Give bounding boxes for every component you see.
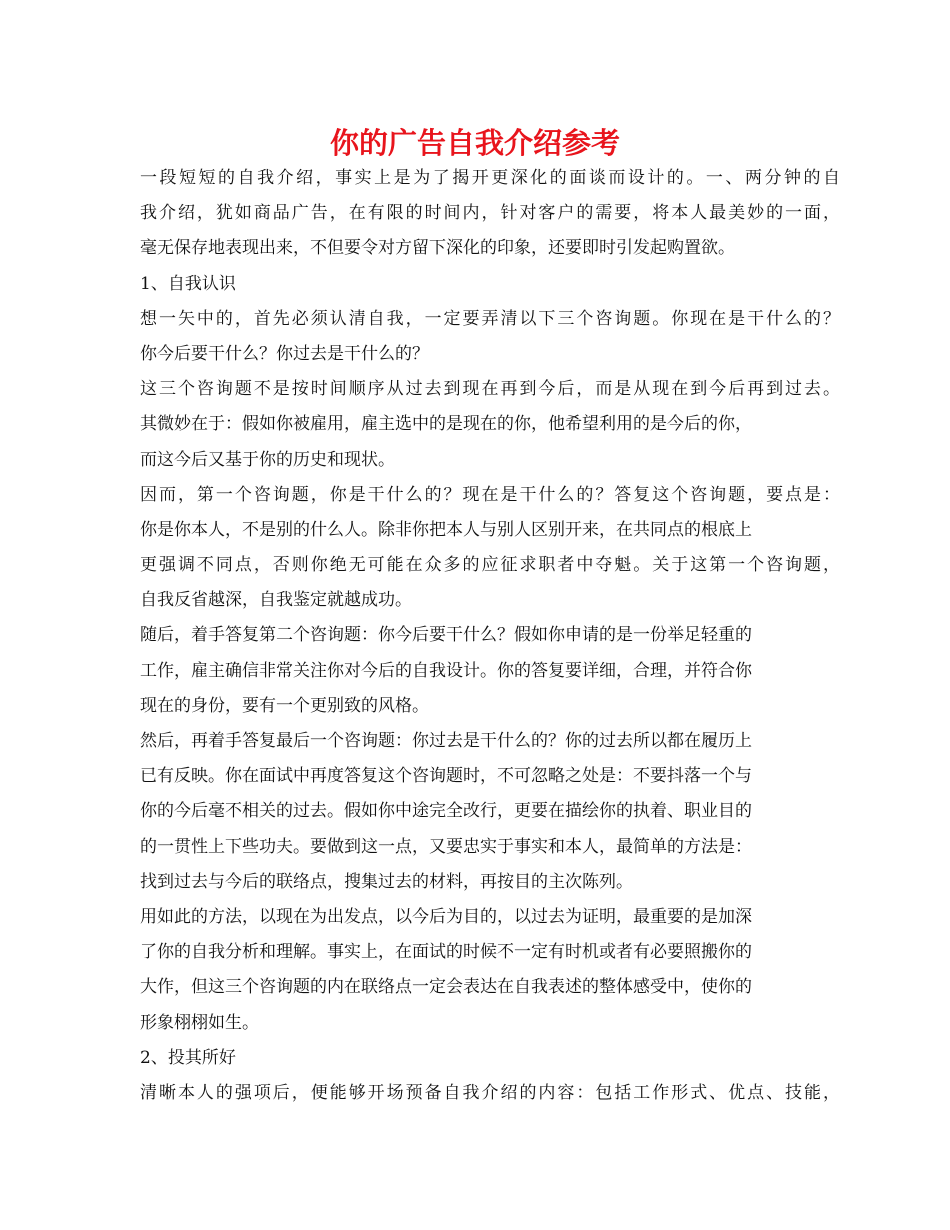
text-line: 而这今后又基于你的历史和现状。	[140, 449, 395, 470]
text-line: 形象栩栩如生。	[140, 1012, 259, 1033]
document-title: 你的广告自我介绍参考	[329, 126, 620, 160]
text-line: 用如此的方法，以现在为出发点，以今后为目的，以过去为证明，最重要的是加深	[140, 906, 752, 927]
text-line: 已有反映。你在面试中再度答复这个咨询题时，不可忽略之处是：不要抖落一个与	[140, 766, 752, 787]
text-line: 了你的自我分析和理解。事实上，在面试的时候不一定有时机或者有必要照搬你的	[140, 942, 752, 963]
text-line: 随后，着手答复第二个咨询题：你今后要干什么？假如你申请的是一份举足轻重的	[140, 625, 752, 646]
text-line: 找到过去与今后的联络点，搜集过去的材料，再按目的主次陈列。	[140, 871, 633, 892]
text-line: 因而，第一个咨询题，你是干什么的？现在是干什么的？答复这个咨询题，要点是：	[140, 484, 840, 505]
document-body	[140, 161, 840, 1111]
text-line: 工作，雇主确信非常关注你对今后的自我设计。你的答复要详细，合理，并符合你	[140, 660, 752, 681]
text-line: 这三个咨询题不是按时间顺序从过去到现在再到今后，而是从现在到今后再到过去。	[140, 379, 840, 400]
text-line: 你今后要干什么？你过去是干什么的？	[140, 343, 429, 364]
text-line: 1、自我认识	[140, 273, 236, 294]
text-line: 的一贯性上下些功夫。要做到这一点，又要忠实于事实和本人，最简单的方法是：	[140, 836, 752, 857]
text-line: 毫无保存地表现出来，不但要令对方留下深化的印象，还要即时引发起购置欲。	[140, 238, 735, 259]
text-line: 你是你本人，不是别的什么人。除非你把本人与别人区别开来，在共同点的根底上	[140, 519, 752, 540]
text-line: 然后，再着手答复最后一个咨询题：你过去是干什么的？你的过去所以都在履历上	[140, 731, 752, 751]
text-line: 你的今后毫不相关的过去。假如你中途完全改行，更要在描绘你的执着、职业目的	[140, 801, 752, 822]
text-line: 2、投其所好	[140, 1047, 236, 1068]
text-line: 想一矢中的，首先必须认清自我，一定要弄清以下三个咨询题。你现在是干什么的？	[140, 308, 840, 329]
text-line: 现在的身份，要有一个更别致的风格。	[140, 695, 429, 716]
text-line: 一段短短的自我介绍，事实上是为了揭开更深化的面谈而设计的。一、两分钟的自	[140, 168, 840, 188]
text-line: 自我反省越深，自我鉴定就越成功。	[140, 590, 412, 611]
text-line: 清晰本人的强项后，便能够开场预备自我介绍的内容：包括工作形式、优点、技能，	[140, 1082, 840, 1103]
text-line: 更强调不同点，否则你绝无可能在众多的应征求职者中夺魁。关于这第一个咨询题，	[140, 555, 840, 576]
text-line: 我介绍，犹如商品广告，在有限的时间内，针对客户的需要，将本人最美妙的一面，	[140, 203, 840, 224]
text-line: 大作，但这三个咨询题的内在联络点一定会表达在自我表述的整体感受中，使你的	[140, 977, 752, 998]
text-line: 其微妙在于：假如你被雇用，雇主选中的是现在的你，他希望利用的是今后的你，	[140, 414, 752, 435]
